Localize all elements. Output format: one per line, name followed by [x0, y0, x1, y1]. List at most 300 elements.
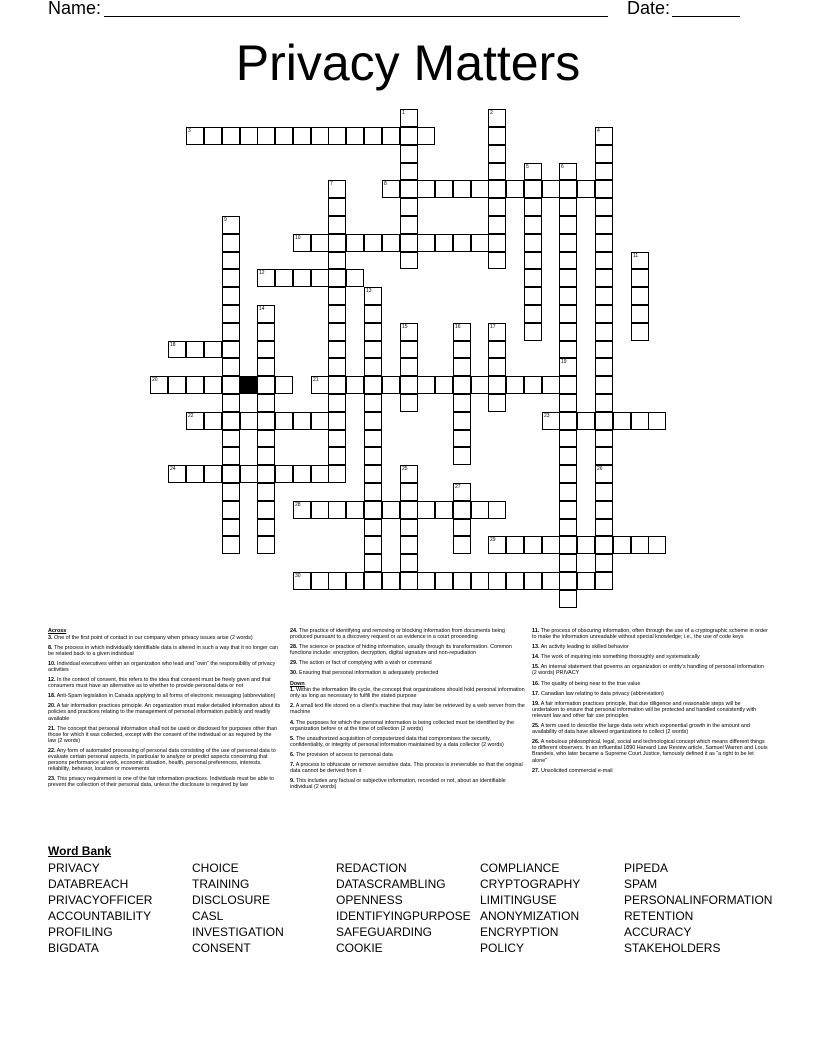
- grid-cell[interactable]: [311, 127, 329, 145]
- grid-cell[interactable]: [595, 447, 613, 465]
- grid-cell[interactable]: [471, 501, 489, 519]
- grid-cell[interactable]: [559, 287, 577, 305]
- grid-cell[interactable]: [382, 234, 400, 252]
- grid-cell[interactable]: [648, 412, 666, 430]
- grid-cell[interactable]: [488, 127, 506, 145]
- clue-number: 17.: [532, 690, 540, 697]
- grid-clue-number: 28: [295, 501, 301, 508]
- grid-cell[interactable]: [435, 501, 453, 519]
- grid-cell[interactable]: [364, 447, 382, 465]
- grid-cell[interactable]: [186, 376, 204, 394]
- grid-cell[interactable]: [488, 216, 506, 234]
- word-bank-item: ENCRYPTION: [480, 925, 559, 939]
- clue-item: [48, 748, 281, 772]
- grid-cell[interactable]: [595, 341, 613, 359]
- clue-text: The quality of being near to the true value: [539, 680, 641, 687]
- grid-cell[interactable]: [400, 501, 418, 519]
- grid-cell[interactable]: [453, 394, 471, 412]
- grid-cell[interactable]: [595, 572, 613, 590]
- grid-cell[interactable]: [488, 341, 506, 359]
- grid-cell[interactable]: [559, 447, 577, 465]
- grid-cell[interactable]: [222, 234, 240, 252]
- grid-cell[interactable]: [435, 572, 453, 590]
- grid-clue-number: 10: [295, 234, 301, 241]
- grid-cell[interactable]: [631, 412, 649, 430]
- grid-cell[interactable]: [524, 234, 542, 252]
- clue-text: A process to obfuscate or remove sensitive data. This process is irreversible so that the original data cannot be derived from it: [290, 762, 523, 775]
- grid-cell[interactable]: [204, 376, 222, 394]
- grid-cell[interactable]: [400, 394, 418, 412]
- grid-cell[interactable]: [631, 305, 649, 323]
- grid-cell[interactable]: [382, 127, 400, 145]
- clue-number: 1.: [290, 687, 295, 694]
- grid-cell[interactable]: [631, 323, 649, 341]
- grid-cell[interactable]: [542, 572, 560, 590]
- grid-cell[interactable]: [595, 501, 613, 519]
- grid-cell[interactable]: [631, 536, 649, 554]
- clue-item: [290, 736, 526, 748]
- grid-clue-number: 18: [170, 341, 176, 348]
- grid-cell[interactable]: [595, 554, 613, 572]
- grid-cell[interactable]: [346, 127, 364, 145]
- grid-cell[interactable]: [453, 234, 471, 252]
- grid-cell[interactable]: [559, 341, 577, 359]
- grid-cell[interactable]: [364, 358, 382, 376]
- grid-cell[interactable]: [559, 554, 577, 572]
- grid-cell[interactable]: [453, 180, 471, 198]
- grid-cell[interactable]: [186, 465, 204, 483]
- clue-number: 3.: [48, 634, 53, 641]
- grid-cell[interactable]: [204, 127, 222, 145]
- grid-cell[interactable]: [222, 465, 240, 483]
- grid-cell[interactable]: [204, 465, 222, 483]
- grid-cell[interactable]: [311, 234, 329, 252]
- grid-cell[interactable]: [400, 536, 418, 554]
- grid-cell[interactable]: [595, 483, 613, 501]
- grid-cell[interactable]: [559, 234, 577, 252]
- grid-cell[interactable]: [488, 376, 506, 394]
- grid-cell[interactable]: [400, 198, 418, 216]
- grid-cell[interactable]: [328, 412, 346, 430]
- grid-cell[interactable]: [328, 447, 346, 465]
- clue-number: 27.: [532, 767, 540, 774]
- grid-cell[interactable]: [222, 305, 240, 323]
- grid-cell[interactable]: [328, 323, 346, 341]
- grid-cell[interactable]: [346, 572, 364, 590]
- clue-item: [290, 752, 526, 758]
- clue-text: The process in which individually identifiable data is altered in such a way that it no longer can be related back to a given individual: [48, 644, 279, 657]
- clue-item: [532, 723, 768, 735]
- grid-cell[interactable]: [559, 305, 577, 323]
- grid-cell[interactable]: [364, 536, 382, 554]
- grid-cell[interactable]: [559, 536, 577, 554]
- clue-item: [532, 681, 768, 687]
- grid-cell[interactable]: [328, 287, 346, 305]
- grid-cell[interactable]: [595, 145, 613, 163]
- grid-cell[interactable]: [471, 572, 489, 590]
- grid-cell[interactable]: [559, 323, 577, 341]
- grid-cell[interactable]: [222, 269, 240, 287]
- grid-cell[interactable]: [168, 376, 186, 394]
- grid-cell[interactable]: [488, 234, 506, 252]
- grid-cell[interactable]: [595, 216, 613, 234]
- grid-clue-number: 7: [330, 181, 333, 188]
- grid-cell[interactable]: [488, 198, 506, 216]
- grid-cell[interactable]: [417, 180, 435, 198]
- grid-cell[interactable]: [595, 376, 613, 394]
- word-bank-item: PRIVACY: [48, 861, 100, 875]
- grid-cell[interactable]: [222, 483, 240, 501]
- grid-cell[interactable]: [453, 376, 471, 394]
- grid-cell[interactable]: [595, 430, 613, 448]
- clue-text: This privacy requirement is one of the fair information practices. Individuals must be able to prevent the collection of their personal data, unless the disclosure is required by law: [48, 776, 274, 789]
- grid-cell[interactable]: [595, 358, 613, 376]
- grid-cell[interactable]: [488, 394, 506, 412]
- grid-cell[interactable]: [524, 376, 542, 394]
- grid-cell[interactable]: [311, 465, 329, 483]
- grid-cell[interactable]: [453, 341, 471, 359]
- grid-cell[interactable]: [328, 376, 346, 394]
- grid-cell[interactable]: [364, 554, 382, 572]
- grid-cell[interactable]: [346, 269, 364, 287]
- clue-text: The unauthorized acquisition of computerized data that compromises the security, confidentiality, or integrity of personal information maintained by a data collector (2 words): [290, 735, 504, 748]
- grid-cell[interactable]: [559, 572, 577, 590]
- grid-cell[interactable]: [257, 483, 275, 501]
- grid-cell[interactable]: [453, 519, 471, 537]
- grid-cell[interactable]: [400, 483, 418, 501]
- grid-cell[interactable]: [488, 501, 506, 519]
- grid-cell[interactable]: [595, 234, 613, 252]
- grid-cell[interactable]: [417, 501, 435, 519]
- grid-cell[interactable]: [471, 376, 489, 394]
- grid-cell[interactable]: [346, 376, 364, 394]
- grid-cell[interactable]: [559, 180, 577, 198]
- grid-cell[interactable]: [364, 572, 382, 590]
- grid-cell[interactable]: [222, 536, 240, 554]
- grid-cell[interactable]: [417, 234, 435, 252]
- clue-text: The science or practice of hiding information, usually through its transformation. Common functions include: encryption, decryption, digital signature and non-repudiation: [290, 644, 512, 657]
- grid-cell[interactable]: [222, 127, 240, 145]
- grid-cell[interactable]: [400, 163, 418, 181]
- grid-cell[interactable]: [400, 554, 418, 572]
- grid-cell[interactable]: [577, 536, 595, 554]
- grid-cell[interactable]: [577, 180, 595, 198]
- grid-cell[interactable]: [257, 536, 275, 554]
- grid-cell[interactable]: [435, 376, 453, 394]
- grid-cell[interactable]: [257, 341, 275, 359]
- grid-cell[interactable]: [453, 412, 471, 430]
- clue-item: [48, 645, 281, 657]
- clue-item: [290, 660, 526, 666]
- grid-cell[interactable]: [311, 412, 329, 430]
- grid-cell[interactable]: [524, 323, 542, 341]
- grid-cell[interactable]: [453, 430, 471, 448]
- grid-cell[interactable]: [559, 252, 577, 270]
- grid-cell[interactable]: [506, 572, 524, 590]
- grid-cell[interactable]: [613, 412, 631, 430]
- grid-cell[interactable]: [524, 180, 542, 198]
- grid-cell[interactable]: [364, 127, 382, 145]
- grid-cell[interactable]: [559, 465, 577, 483]
- grid-cell[interactable]: [328, 358, 346, 376]
- grid-clue-number: 2: [490, 110, 493, 117]
- grid-clue-number: 24: [170, 466, 176, 473]
- grid-cell[interactable]: [222, 501, 240, 519]
- grid-cell[interactable]: [311, 269, 329, 287]
- grid-cell[interactable]: [471, 180, 489, 198]
- grid-cell[interactable]: [257, 358, 275, 376]
- grid-cell[interactable]: [222, 519, 240, 537]
- grid-cell[interactable]: [453, 358, 471, 376]
- grid-cell[interactable]: [382, 572, 400, 590]
- grid-cell[interactable]: [542, 376, 560, 394]
- clue-number: 24.: [290, 628, 298, 634]
- grid-cell[interactable]: [400, 572, 418, 590]
- grid-cell[interactable]: [257, 447, 275, 465]
- grid-cell[interactable]: [559, 412, 577, 430]
- clue-text: Unsolicited commercial e-mail: [539, 767, 613, 774]
- grid-cell[interactable]: [222, 358, 240, 376]
- grid-cell[interactable]: [328, 465, 346, 483]
- grid-cell[interactable]: [400, 519, 418, 537]
- grid-cell[interactable]: [400, 216, 418, 234]
- grid-cell[interactable]: [257, 323, 275, 341]
- grid-cell[interactable]: [257, 501, 275, 519]
- grid-cell[interactable]: [524, 216, 542, 234]
- grid-cell[interactable]: [275, 127, 293, 145]
- grid-cell[interactable]: [559, 394, 577, 412]
- grid-cell[interactable]: [222, 394, 240, 412]
- grid-cell[interactable]: [524, 536, 542, 554]
- grid-cell[interactable]: [328, 127, 346, 145]
- grid-cell[interactable]: [311, 572, 329, 590]
- grid-cell[interactable]: [631, 287, 649, 305]
- grid-cell[interactable]: [364, 501, 382, 519]
- grid-cell[interactable]: [204, 412, 222, 430]
- grid-cell[interactable]: [293, 412, 311, 430]
- grid-clue-number: 8: [384, 181, 387, 188]
- grid-cell[interactable]: [559, 376, 577, 394]
- grid-cell[interactable]: [328, 269, 346, 287]
- grid-cell[interactable]: [595, 198, 613, 216]
- grid-cell[interactable]: [595, 287, 613, 305]
- grid-cell[interactable]: [364, 376, 382, 394]
- grid-cell[interactable]: [488, 145, 506, 163]
- grid-cell[interactable]: [222, 287, 240, 305]
- grid-cell[interactable]: [577, 412, 595, 430]
- grid-cell[interactable]: [364, 234, 382, 252]
- grid-cell[interactable]: [364, 519, 382, 537]
- grid-cell[interactable]: [595, 519, 613, 537]
- grid-cell[interactable]: [364, 465, 382, 483]
- grid-cell[interactable]: [364, 341, 382, 359]
- grid-cell[interactable]: [524, 572, 542, 590]
- grid-cell[interactable]: [435, 234, 453, 252]
- grid-cell[interactable]: [186, 341, 204, 359]
- grid-cell[interactable]: [293, 269, 311, 287]
- grid-cell[interactable]: [453, 572, 471, 590]
- clue-item: [48, 693, 281, 699]
- grid-cell[interactable]: [275, 465, 293, 483]
- grid-cell[interactable]: [524, 269, 542, 287]
- grid-cell[interactable]: [400, 358, 418, 376]
- grid-cell[interactable]: [275, 412, 293, 430]
- grid-cell[interactable]: [364, 483, 382, 501]
- grid-cell[interactable]: [257, 519, 275, 537]
- clue-item: [532, 628, 768, 640]
- grid-cell[interactable]: [559, 430, 577, 448]
- grid-cell[interactable]: [453, 447, 471, 465]
- word-bank-item: PROFILING: [48, 925, 113, 939]
- grid-cell[interactable]: [257, 376, 275, 394]
- grid-cell[interactable]: [328, 234, 346, 252]
- grid-cell[interactable]: [595, 412, 613, 430]
- grid-cell[interactable]: [328, 572, 346, 590]
- grid-cell[interactable]: [435, 180, 453, 198]
- grid-cell[interactable]: [595, 163, 613, 181]
- grid-cell[interactable]: [595, 305, 613, 323]
- grid-cell[interactable]: [506, 536, 524, 554]
- grid-clue-number: 12: [259, 270, 265, 277]
- grid-cell[interactable]: [275, 376, 293, 394]
- grid-cell[interactable]: [382, 376, 400, 394]
- grid-cell[interactable]: [559, 269, 577, 287]
- grid-cell[interactable]: [311, 501, 329, 519]
- grid-cell[interactable]: [364, 430, 382, 448]
- grid-cell[interactable]: [488, 252, 506, 270]
- grid-cell[interactable]: [577, 572, 595, 590]
- grid-cell[interactable]: [559, 216, 577, 234]
- clue-text: An internal statement that governs an organization or entity’s handling of personal information (2 words) PRIVACY: [532, 664, 764, 677]
- grid-cell[interactable]: [204, 341, 222, 359]
- clue-item: [290, 703, 526, 715]
- grid-cell[interactable]: [328, 305, 346, 323]
- grid-cell[interactable]: [595, 323, 613, 341]
- clue-number: 5.: [290, 735, 295, 742]
- grid-cell[interactable]: [222, 430, 240, 448]
- clue-item: [290, 720, 526, 732]
- grid-cell[interactable]: [400, 376, 418, 394]
- grid-cell[interactable]: [328, 430, 346, 448]
- grid-cell[interactable]: [417, 376, 435, 394]
- grid-cell[interactable]: [240, 127, 258, 145]
- grid-cell[interactable]: [524, 287, 542, 305]
- clue-text: The provision of access to personal data: [294, 751, 393, 758]
- grid-cell[interactable]: [222, 412, 240, 430]
- grid-cell[interactable]: [293, 465, 311, 483]
- grid-cell[interactable]: [595, 269, 613, 287]
- grid-cell[interactable]: [364, 412, 382, 430]
- grid-cell[interactable]: [222, 323, 240, 341]
- grid-cell[interactable]: [542, 180, 560, 198]
- grid-cell[interactable]: [613, 536, 631, 554]
- grid-cell[interactable]: [346, 234, 364, 252]
- clue-text: The purposes for which the personal information is being collected must be identified by the organization before or at the time of collection (2 words): [290, 719, 515, 732]
- grid-cell[interactable]: [328, 198, 346, 216]
- grid-cell[interactable]: [293, 127, 311, 145]
- grid-cell[interactable]: [364, 305, 382, 323]
- grid-cell[interactable]: [524, 198, 542, 216]
- grid-clue-number: 17: [490, 323, 496, 330]
- grid-cell[interactable]: [453, 501, 471, 519]
- grid-cell[interactable]: [506, 180, 524, 198]
- grid-cell[interactable]: [257, 394, 275, 412]
- grid-cell[interactable]: [648, 536, 666, 554]
- grid-cell[interactable]: [417, 572, 435, 590]
- grid-cell[interactable]: [559, 483, 577, 501]
- grid-cell[interactable]: [240, 465, 258, 483]
- clue-number: 12.: [48, 677, 56, 684]
- grid-cell[interactable]: [222, 376, 240, 394]
- grid-cell[interactable]: [595, 394, 613, 412]
- grid-cell[interactable]: [488, 163, 506, 181]
- grid-cell[interactable]: [400, 252, 418, 270]
- grid-cell[interactable]: [222, 252, 240, 270]
- grid-cell[interactable]: [488, 180, 506, 198]
- grid-cell[interactable]: [417, 127, 435, 145]
- grid-cell[interactable]: [400, 341, 418, 359]
- grid-cell[interactable]: [595, 252, 613, 270]
- clue-item: [48, 661, 281, 673]
- date-label: Date:: [627, 0, 671, 18]
- grid-cell[interactable]: [400, 145, 418, 163]
- grid-cell[interactable]: [559, 519, 577, 537]
- grid-cell[interactable]: [595, 180, 613, 198]
- grid-cell[interactable]: [506, 376, 524, 394]
- clue-text: The practice of identifying and removing or blocking information from documents being produced pursuant to a discovery request or as evidence in a court proceeding: [290, 628, 506, 641]
- grid-cell[interactable]: [559, 198, 577, 216]
- grid-cell[interactable]: [559, 501, 577, 519]
- grid-cell[interactable]: [631, 269, 649, 287]
- grid-cell[interactable]: [364, 394, 382, 412]
- grid-cell[interactable]: [453, 536, 471, 554]
- clue-text: Anti-Spam legislation in Canada applying to all forms of electronic messaging (abbreviation): [55, 693, 276, 700]
- grid-cell[interactable]: [257, 127, 275, 145]
- grid-cell[interactable]: [222, 447, 240, 465]
- grid-cell[interactable]: [400, 180, 418, 198]
- grid-cell[interactable]: [524, 252, 542, 270]
- grid-cell[interactable]: [382, 501, 400, 519]
- grid-cell[interactable]: [488, 358, 506, 376]
- grid-cell[interactable]: [346, 501, 364, 519]
- clue-text: A small text file stored on a client’s machine that may later be retrieved by a web server from the machine: [290, 703, 525, 716]
- grid-cell[interactable]: [328, 501, 346, 519]
- grid-cell[interactable]: [328, 341, 346, 359]
- grid-cell[interactable]: [257, 430, 275, 448]
- word-bank-item: PERSONALINFORMATION: [624, 893, 773, 907]
- grid-cell[interactable]: [400, 234, 418, 252]
- grid-cell[interactable]: [328, 216, 346, 234]
- grid-cell[interactable]: [542, 536, 560, 554]
- word-bank-item: CASL: [192, 909, 224, 923]
- grid-cell[interactable]: [240, 412, 258, 430]
- grid-cell[interactable]: [328, 252, 346, 270]
- grid-cell[interactable]: [257, 412, 275, 430]
- grid-cell[interactable]: [328, 394, 346, 412]
- grid-cell[interactable]: [524, 305, 542, 323]
- grid-cell[interactable]: [595, 536, 613, 554]
- grid-cell[interactable]: [471, 234, 489, 252]
- grid-cell[interactable]: [257, 465, 275, 483]
- grid-cell[interactable]: [400, 127, 418, 145]
- grid-cell[interactable]: [275, 269, 293, 287]
- grid-cell[interactable]: [559, 590, 577, 608]
- grid-cell[interactable]: [364, 323, 382, 341]
- clue-text: A term used to describe the large data sets which exponential growth in the amount and availability of data have allowed organizations to collect (2 words): [532, 723, 750, 736]
- grid-cell[interactable]: [222, 341, 240, 359]
- grid-cell[interactable]: [488, 572, 506, 590]
- clue-number: 10.: [48, 660, 56, 667]
